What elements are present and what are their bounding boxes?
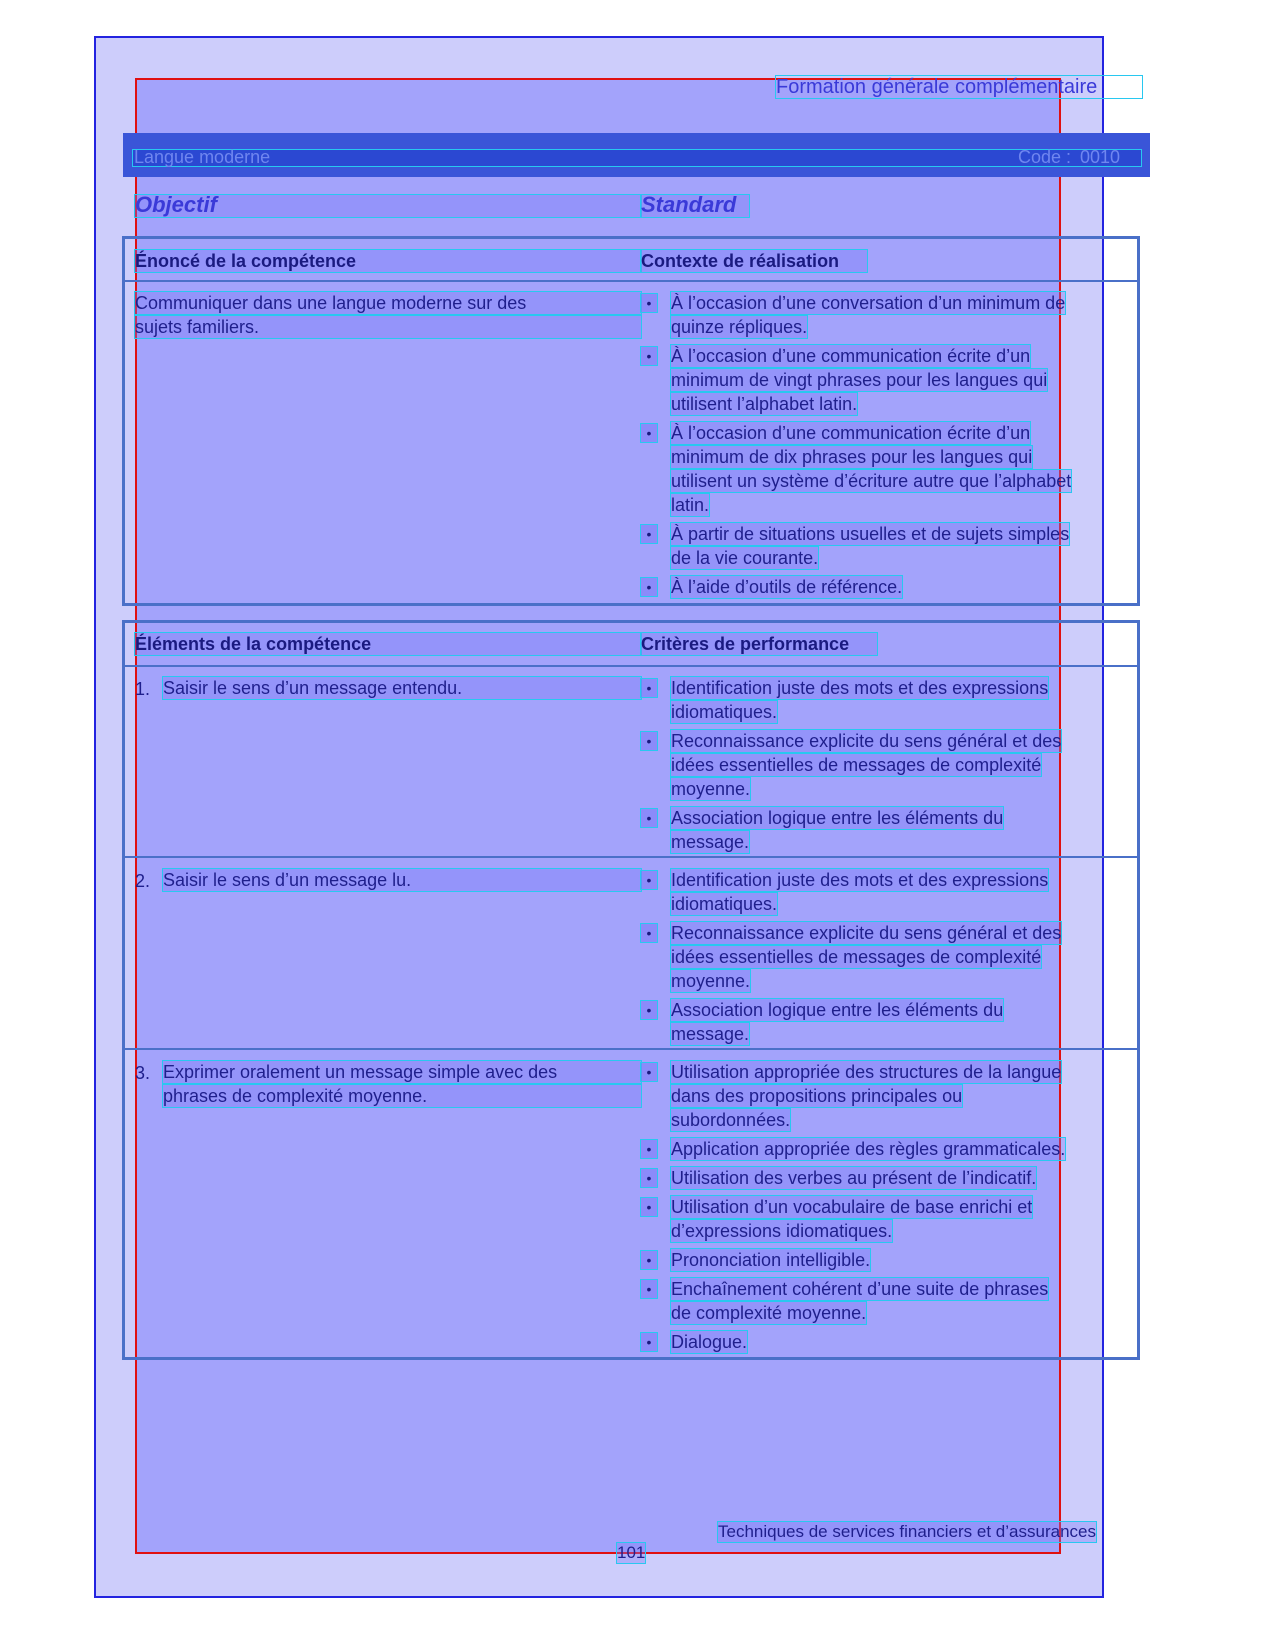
critere-item-line: Application appropriée des règles grammaticales.: [671, 1139, 1066, 1159]
critere-item-line: idiomatiques.: [671, 894, 778, 914]
enonce-text-line: sujets familiers.: [135, 316, 641, 338]
contexte-item-bullet: •: [641, 294, 657, 312]
contexte-item-bullet: •: [641, 424, 657, 442]
critere-item-bullet: •: [641, 924, 657, 942]
page-number: 101: [617, 1543, 646, 1562]
element-number: 2.: [135, 871, 151, 891]
code-label: Code :: [1018, 147, 1072, 167]
critere-item-bullet: •: [641, 871, 657, 889]
critere-item-line: idées essentielles de messages de complexité: [671, 755, 1042, 775]
critere-item-bullet: •: [641, 1333, 657, 1351]
criteres-header: Critères de performance: [641, 633, 877, 655]
critere-item-line: moyenne.: [671, 971, 751, 991]
critere-item-bullet: •: [641, 732, 657, 750]
element-text-line: Saisir le sens d’un message lu.: [163, 869, 641, 891]
critere-item-bullet: •: [641, 1140, 657, 1158]
critere-item-bullet: •: [641, 1251, 657, 1269]
critere-item-line: idées essentielles de messages de complexité: [671, 947, 1042, 967]
critere-item-bullet: •: [641, 1280, 657, 1298]
contexte-item-bullet: •: [641, 525, 657, 543]
contexte-item-line: À l’aide d’outils de référence.: [671, 577, 903, 597]
critere-item-line: moyenne.: [671, 779, 751, 799]
critere-item-line: Enchaînement cohérent d’une suite de phrases: [671, 1279, 1049, 1299]
critere-item-bullet: •: [641, 1001, 657, 1019]
critere-item-line: dans des propositions principales ou: [671, 1086, 963, 1106]
critere-item-line: message.: [671, 1024, 750, 1044]
element-text-line: Saisir le sens d’un message entendu.: [163, 677, 641, 699]
elements-header: Éléments de la compétence: [135, 633, 641, 655]
contexte-header: Contexte de réalisation: [641, 250, 867, 272]
critere-item-line: Utilisation appropriée des structures de la langue: [671, 1062, 1062, 1082]
standard-heading: Standard: [641, 192, 737, 217]
critere-item-line: Identification juste des mots et des expressions: [671, 678, 1049, 698]
contexte-item-bullet: •: [641, 578, 657, 596]
subject-title: Langue moderne: [134, 147, 271, 167]
critere-item-line: Reconnaissance explicite du sens général et des: [671, 731, 1062, 751]
critere-item-line: Identification juste des mots et des expressions: [671, 870, 1049, 890]
critere-item-bullet: •: [641, 1198, 657, 1216]
element-number: 1.: [135, 679, 151, 699]
critere-item-line: d’expressions idiomatiques.: [671, 1221, 893, 1241]
section-title: Formation générale complémentaire: [776, 76, 1142, 98]
contexte-item-line: de la vie courante.: [671, 548, 819, 568]
footer-program: Techniques de services financiers et d’assurances: [718, 1522, 1096, 1541]
elements-row-divider-2: [124, 1048, 1138, 1050]
critere-item-line: Reconnaissance explicite du sens général et des: [671, 923, 1062, 943]
critere-item-line: subordonnées.: [671, 1110, 791, 1130]
critere-item-line: Utilisation d’un vocabulaire de base enrichi et: [671, 1197, 1033, 1217]
critere-item-bullet: •: [641, 679, 657, 697]
contexte-item-line: utilisent un système d’écriture autre que l’alphabet: [671, 471, 1072, 491]
elements-row-divider-1: [124, 856, 1138, 858]
contexte-item-line: utilisent l’alphabet latin.: [671, 394, 858, 414]
contexte-item-line: minimum de vingt phrases pour les langues qui: [671, 370, 1048, 390]
critere-item-line: message.: [671, 832, 750, 852]
contexte-item-line: quinze répliques.: [671, 317, 808, 337]
critere-item-bullet: •: [641, 809, 657, 827]
enonce-text-line: Communiquer dans une langue moderne sur des: [135, 292, 641, 314]
contexte-item-line: minimum de dix phrases pour les langues qui: [671, 447, 1033, 467]
element-number: 3.: [135, 1063, 151, 1083]
critere-item-line: idiomatiques.: [671, 702, 778, 722]
critere-item-line: Prononciation intelligible.: [671, 1250, 871, 1270]
elements-table-divider: [124, 665, 1138, 667]
critere-item-line: Association logique entre les éléments du: [671, 808, 1004, 828]
contexte-item-line: latin.: [671, 495, 710, 515]
subject-banner-line: [133, 150, 1141, 166]
contexte-item-line: À l’occasion d’une communication écrite d’un: [671, 423, 1031, 443]
critere-item-bullet: •: [641, 1063, 657, 1081]
contexte-item-bullet: •: [641, 347, 657, 365]
critere-item-line: Utilisation des verbes au présent de l’indicatif.: [671, 1168, 1037, 1188]
contexte-item-line: À l’occasion d’une communication écrite d’un: [671, 346, 1031, 366]
objective-heading: Objectif: [135, 192, 217, 217]
critere-item-line: Association logique entre les éléments du: [671, 1000, 1004, 1020]
element-text-line: Exprimer oralement un message simple avec des: [163, 1061, 641, 1083]
critere-item-bullet: •: [641, 1169, 657, 1187]
enonce-header: Énoncé de la compétence: [135, 250, 641, 272]
critere-item-line: de complexité moyenne.: [671, 1303, 867, 1323]
contexte-item-line: À l’occasion d’une conversation d’un minimum de: [671, 293, 1066, 313]
contexte-item-line: À partir de situations usuelles et de sujets simples: [671, 524, 1070, 544]
competence-table-divider: [124, 280, 1138, 282]
code-value: 0010: [1080, 147, 1121, 167]
critere-item-line: Dialogue.: [671, 1332, 748, 1352]
element-text-line: phrases de complexité moyenne.: [163, 1085, 641, 1107]
